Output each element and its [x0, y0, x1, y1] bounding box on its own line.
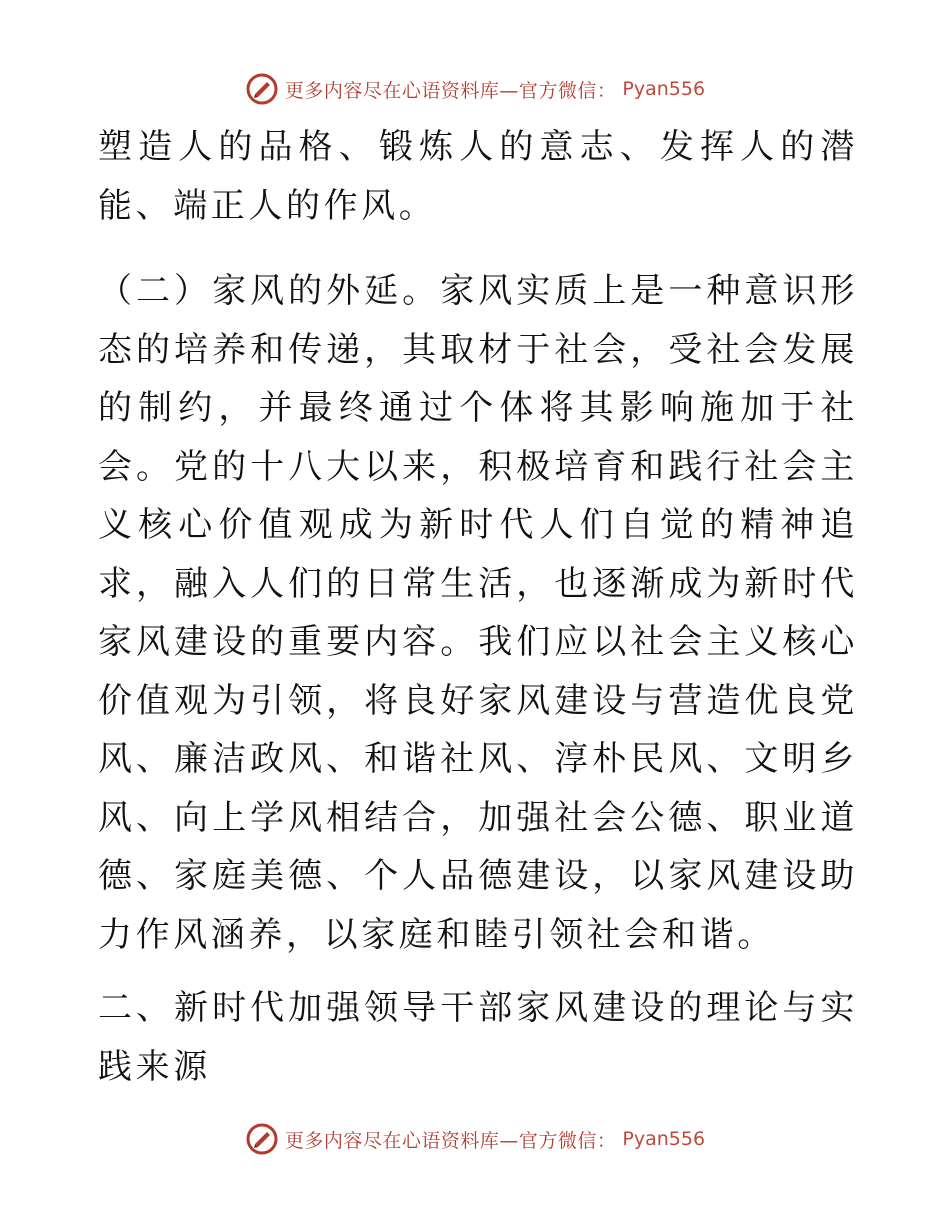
watermark-text: 更多内容尽在心语资料库—官方微信： [284, 1129, 617, 1152]
pen-heart-logo-icon [245, 1122, 279, 1156]
footer-watermark [0, 1122, 950, 1156]
pen-heart-logo-icon [245, 72, 279, 106]
paragraph-2: （二）家风的外延。家风实质上是一种意识形态的培养和传递，其取材于社会，受社会发展的制约，并最终通过个体将其影响施加于社会。党的十八大以来，积极培育和践行社会主义核心价值观成为新时代人们自觉的精神追求，融入人们的日常生活，也逐渐成为新时代家风建设的重要内容。我们应以社会主义核心价值观为引领，将良好家风建设与营造优良党风、廉洁政风、和谐社风、淳朴民风、文明乡风、向上学风相结合，加强社会公德、职业道德、家庭美德、个人品德建设，以家风建设助力作风涵养，以家庭和睦引领社会和谐。 [98, 271, 858, 955]
body-text [98, 118, 858, 1096]
paragraph-1: 塑造人的品格、锻炼人的意志、发挥人的潜能、端正人的作风。 [98, 127, 858, 226]
watermark-id: Pyan556 [622, 78, 706, 100]
watermark-text: 更多内容尽在心语资料库—官方微信： [284, 79, 617, 102]
header-watermark [0, 72, 950, 106]
section-heading: 二、新时代加强领导干部家风建设的理论与实践来源 [98, 988, 858, 1087]
watermark-id: Pyan556 [622, 1128, 706, 1150]
